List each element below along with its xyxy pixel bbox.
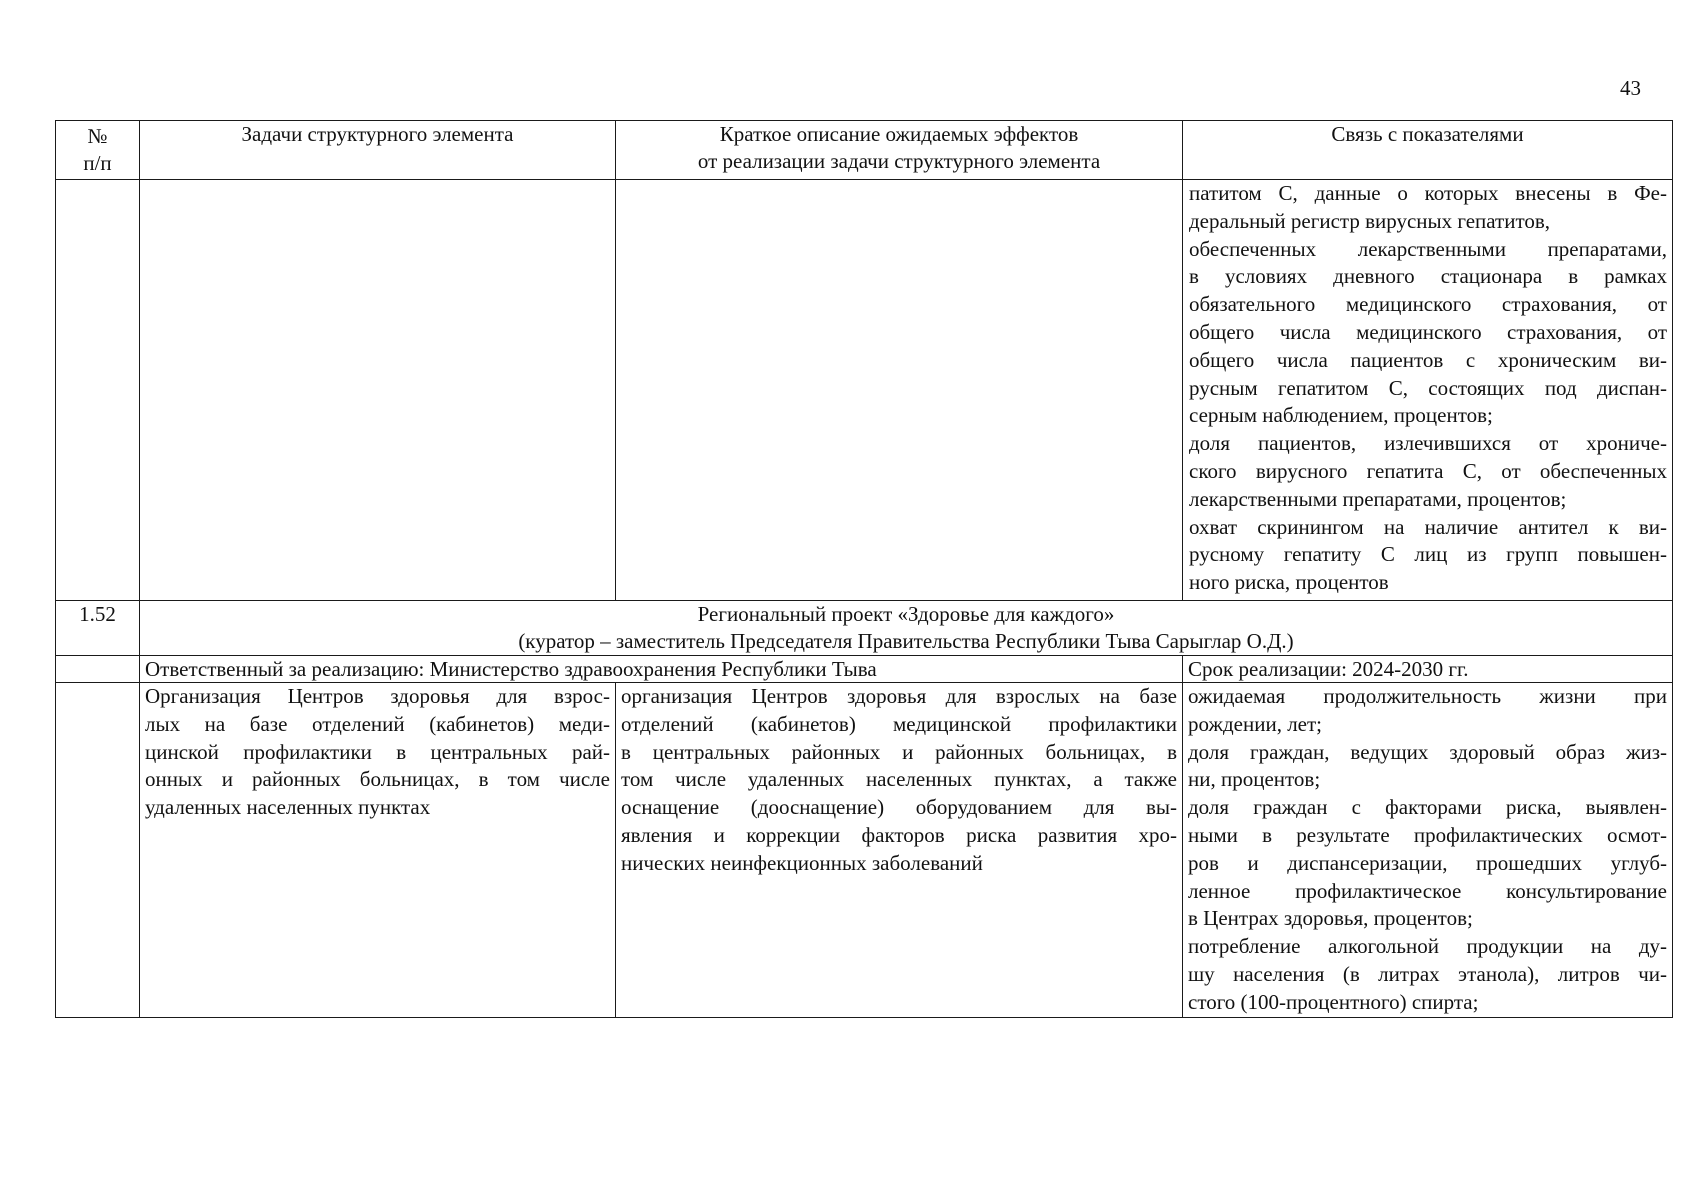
indicator-line: ожидаемая продолжительность жизни при [1188, 684, 1667, 708]
task-line: цинской профилактики в центральных рай- [145, 739, 610, 764]
cell-tasks [140, 683, 616, 1018]
project-title: Региональный проект «Здоровье для каждого» [697, 602, 1115, 626]
project-curator: (куратор – заместитель Председателя Правительства Республики Тыва Сарыглар О.Д.) [518, 629, 1294, 653]
indicator-line: серным наблюдением, процентов; [1189, 403, 1493, 428]
cell-indicators [1183, 180, 1673, 601]
task-line: онных и районных больницах, в том числе [145, 767, 610, 792]
indicator-line: ного риска, процентов [1189, 570, 1389, 595]
task-line: удаленных населенных пунктах [145, 795, 431, 820]
project-title-cell [140, 601, 1673, 656]
indicator-line: ленное профилактическое консультирование [1188, 878, 1667, 903]
indicator-line: в условиях дневного стационара в рамках [1189, 264, 1667, 289]
indicator-line: ров и диспансеризации, прошедших углуб- [1188, 850, 1667, 875]
cell-number [56, 180, 140, 601]
effect-line: нических неинфекционных заболеваний [621, 850, 983, 875]
task-line: лых на базе отделений (кабинетов) меди- [145, 711, 610, 736]
table-row [56, 180, 1673, 601]
cell-tasks [140, 180, 616, 601]
header-number [56, 121, 140, 180]
indicator-line: патитом С, данные о которых внесены в Фе- [1189, 181, 1667, 205]
cell-indicators [1183, 683, 1673, 1018]
indicator-line: стого (100-процентного) спирта; [1188, 989, 1479, 1014]
indicator-line: доля пациентов, излечившихся от хрониче- [1189, 431, 1667, 456]
indicator-line: лекарственными препаратами, процентов; [1189, 486, 1567, 511]
effect-line: отделений (кабинетов) медицинской профилактики [621, 711, 1177, 736]
header-indicators: Связь с показателями [1183, 121, 1673, 180]
indicator-line: обеспеченных лекарственными препаратами, [1189, 236, 1667, 261]
page-number: 43 [1620, 76, 1641, 100]
header-effects-line: Краткое описание ожидаемых эффектов [719, 122, 1079, 146]
indicator-line: ского вирусного гепатита С, от обеспеченных [1189, 458, 1667, 483]
cell-effects [616, 683, 1183, 1018]
indicator-line: рождении, лет; [1188, 711, 1323, 736]
header-tasks: Задачи структурного элемента [140, 121, 616, 180]
cell-number [56, 656, 140, 683]
indicator-line: в Центрах здоровья, процентов; [1188, 906, 1473, 931]
header-number-line: п/п [83, 151, 112, 175]
table-row [56, 683, 1673, 1018]
indicator-line: доля граждан, ведущих здоровый образ жиз- [1188, 739, 1667, 764]
indicator-line: потребление алкогольной продукции на ду- [1188, 934, 1667, 959]
project-number: 1.52 [56, 601, 140, 656]
table-row [56, 601, 1673, 656]
cell-number [56, 683, 140, 1018]
indicator-line: охват скринингом на наличие антител к ви- [1189, 514, 1667, 539]
indicator-line: шу населения (в литрах этанола), литров чи- [1188, 961, 1667, 986]
responsible-period: Срок реализации: 2024-2030 гг. [1183, 656, 1673, 683]
cell-effects [616, 180, 1183, 601]
indicator-line: русным гепатитом С, состоящих под диспан- [1189, 375, 1667, 400]
effect-line: явления и коррекции факторов риска развития хро- [621, 822, 1177, 847]
indicator-line: общего числа пациентов с хроническим ви- [1189, 347, 1667, 372]
effect-line: организация Центров здоровья для взрослых на базе [621, 684, 1177, 708]
indicator-line: общего числа медицинского страхования, от [1189, 319, 1667, 344]
indicator-line: доля граждан с факторами риска, выявлен- [1188, 795, 1667, 820]
task-line: Организация Центров здоровья для взрос- [145, 684, 610, 708]
effect-line: том числе удаленных населенных пунктах, а также [621, 767, 1177, 792]
responsible-text: Ответственный за реализацию: Министерство здравоохранения Республики Тыва [140, 656, 1183, 683]
effect-line: в центральных районных и районных больницах, в [621, 739, 1177, 764]
indicator-line: обязательного медицинского страхования, от [1189, 292, 1667, 317]
header-effects [616, 121, 1183, 180]
header-number-line: № [87, 124, 108, 148]
effect-line: оснащение (дооснащение) оборудованием для вы- [621, 795, 1177, 820]
indicator-line: русному гепатиту С лиц из групп повышен- [1189, 542, 1667, 567]
table-row [56, 656, 1673, 683]
indicator-line: ными в результате профилактических осмот- [1188, 822, 1667, 847]
header-effects-line: от реализации задачи структурного элемента [697, 149, 1101, 173]
structural-elements-table [55, 120, 1673, 1018]
indicator-line: ни, процентов; [1188, 767, 1321, 792]
table-header-row [56, 121, 1673, 180]
indicator-line: деральный регистр вирусных гепатитов, [1189, 208, 1551, 233]
